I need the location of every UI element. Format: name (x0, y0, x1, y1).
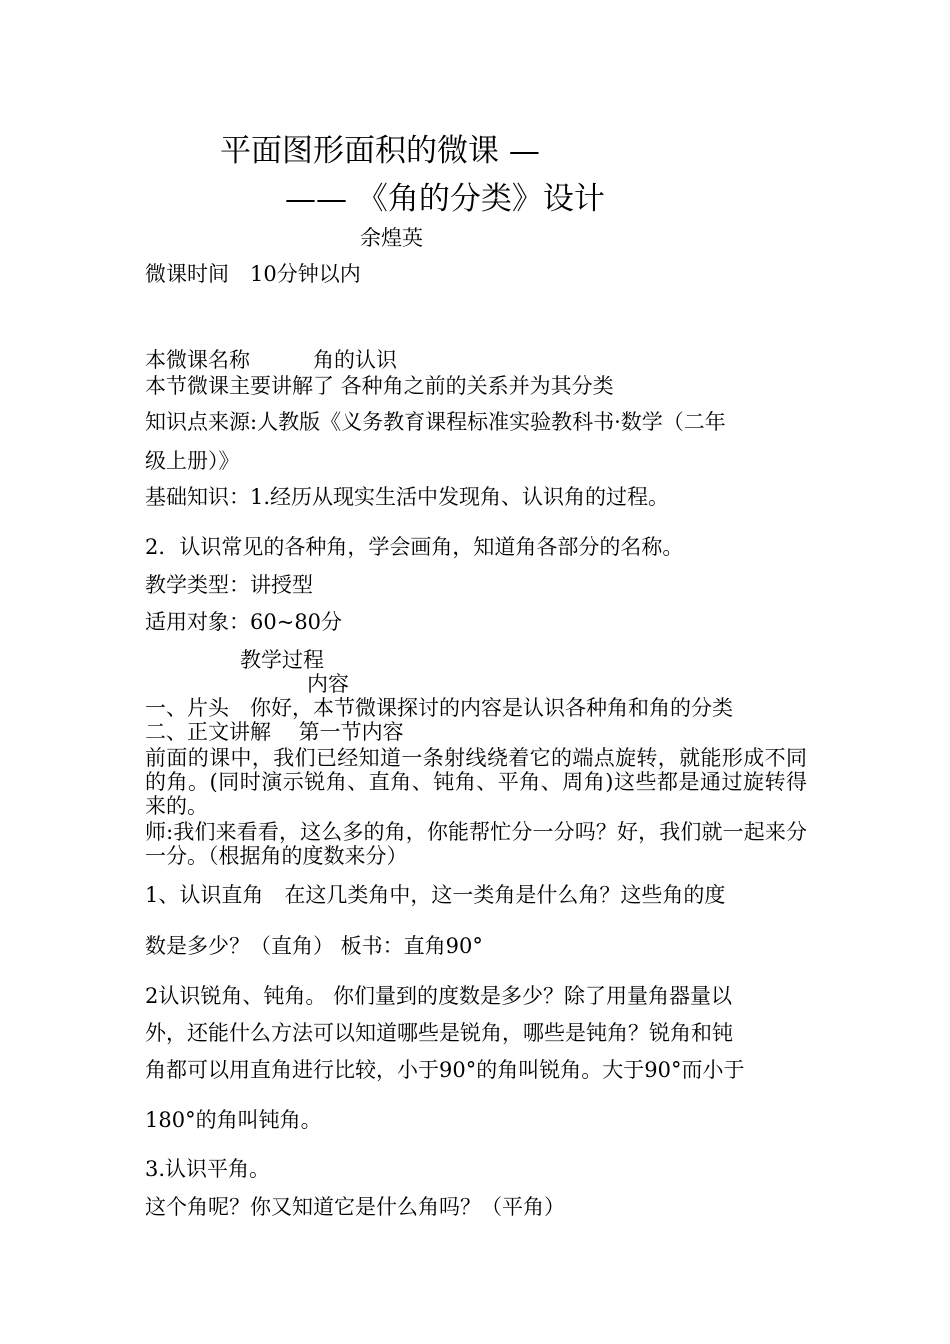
paragraph-rotation: 前面的课中，我们已经知道一条射线绕着它的端点旋转，就能形成不同的角。(同时演示锐角、直角、钝角、平角、周角)这些都是通过旋转得来的。 (145, 746, 807, 818)
right-angle-line-2: 数是多少？（直角） 板书：直角90° (145, 934, 483, 958)
straight-angle-heading: 3.认识平角。 (145, 1157, 271, 1181)
teaching-type: 教学类型：讲授型 (145, 573, 313, 597)
basic-knowledge-1: 基础知识：1.经历从现实生活中发现角、认识角的过程。 (145, 485, 670, 509)
target-audience: 适用对象：60~80分 (145, 610, 343, 634)
section-intro: 一、片头 你好，本节微课探讨的内容是认识各种角和角的分类 (145, 696, 733, 720)
straight-angle-question: 这个角呢？你又知道它是什么角吗？（平角） (145, 1195, 565, 1219)
lesson-main-content: 本节微课主要讲解了 各种角之前的关系并为其分类 (145, 374, 614, 398)
knowledge-source-line-2: 级上册）》 (145, 449, 240, 473)
process-heading: 教学过程 (240, 648, 324, 672)
basic-knowledge-2: 2．认识常见的各种角，学会画角，知道角各部分的名称。 (145, 535, 684, 559)
title-line-1: 平面图形面积的微课 — (220, 133, 540, 169)
lesson-name: 本微课名称 角的认识 (145, 348, 397, 372)
acute-obtuse-line-3: 角都可以用直角进行比较，小于90°的角叫锐角。大于90°而小于 (145, 1058, 745, 1082)
content-heading: 内容 (307, 672, 349, 696)
author: 余煌英 (360, 226, 423, 250)
title-line-2: —— 《角的分类》设计 (285, 181, 605, 217)
section-main: 二、正文讲解 第一节内容 (145, 720, 404, 744)
acute-obtuse-line-2: 外，还能什么方法可以知道哪些是锐角，哪些是钝角？锐角和钝 (145, 1021, 733, 1045)
lesson-time: 微课时间 10分钟以内 (145, 262, 361, 286)
acute-obtuse-line-1: 2认识锐角、钝角。 你们量到的度数是多少？除了用量角器量以 (145, 984, 733, 1008)
knowledge-source-line-1: 知识点来源:人教版《义务教育课程标准实验教科书·数学（二年 (145, 410, 726, 434)
right-angle-line-1: 1、认识直角 在这几类角中，这一类角是什么角？这些角的度 (145, 883, 726, 907)
paragraph-teacher: 师:我们来看看，这么多的角，你能帮忙分一分吗？好，我们就一起来分一分。（根据角的度数来分） (145, 820, 807, 868)
acute-obtuse-line-4: 180°的角叫钝角。 (145, 1108, 322, 1132)
